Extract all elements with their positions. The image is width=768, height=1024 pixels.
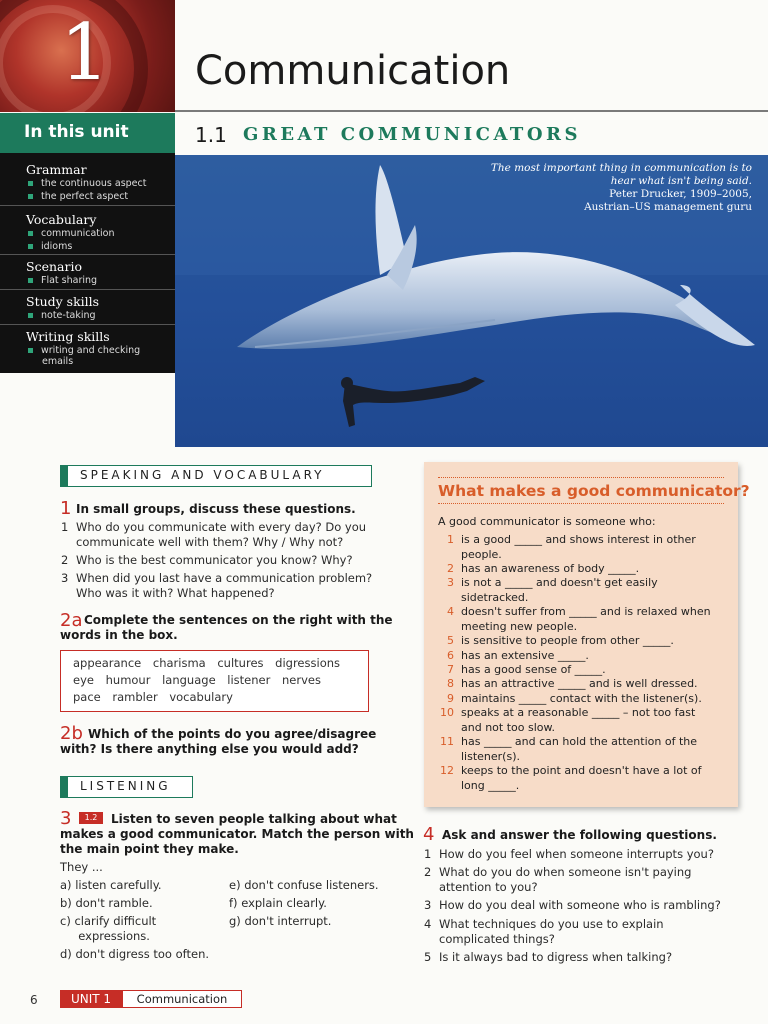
sidebar-section-title: Scenario (26, 259, 82, 274)
option-item: d) don't digress too often. (60, 947, 210, 961)
word-box (60, 650, 369, 712)
panel-item: doesn't suffer from _____ and is relaxed when meeting new people. (461, 605, 711, 633)
sidebar-item: note-taking (28, 310, 96, 321)
list-number: 1 (424, 847, 432, 861)
panel-item-number: 1 (447, 533, 454, 546)
panel-item-number: 4 (447, 605, 454, 618)
word-box-row: pace rambler vocabulary (73, 690, 233, 704)
list-number: 3 (424, 898, 432, 912)
word-box-row: appearance charisma cultures digressions (73, 656, 341, 670)
question-instruction-cont: the main point they make. (60, 842, 239, 856)
question-number: 3 (60, 808, 72, 829)
panel-item: is not a _____ and doesn't get easily sidetracked. (461, 576, 658, 604)
question-number: 2b (60, 723, 83, 744)
question-instruction-cont: with? Is there anything else you would add? (60, 742, 359, 756)
quote-author: Peter Drucker, 1909–2005, Austrian–US management guru (584, 188, 752, 213)
sidebar-section-vocabulary (0, 206, 175, 255)
list-number: 1 (61, 520, 69, 534)
sidebar-item: Flat sharing (28, 275, 97, 286)
in-this-unit-label: In this unit (24, 122, 129, 142)
sidebar-section-title: Writing skills (26, 329, 110, 344)
list-item: Is it always bad to digress when talking? (439, 950, 673, 964)
bullet-icon (28, 231, 33, 236)
panel-item: has an awareness of body _____. (461, 562, 640, 575)
footer-unit-name: Communication (122, 990, 242, 1008)
bullet-icon (28, 244, 33, 249)
question-instruction: Listen to seven people talking about what (111, 812, 397, 826)
listening-heading: LISTENING (60, 776, 193, 798)
panel-item: maintains _____ contact with the listener(s). (461, 692, 702, 705)
lead-text: They ... (60, 860, 103, 874)
audio-track-badge[interactable]: 1.2 (79, 812, 103, 824)
section-number: 1.1 (195, 123, 227, 147)
bullet-icon (28, 313, 33, 318)
panel-item: has an extensive _____. (461, 649, 589, 662)
question-instruction-cont: words in the box. (60, 628, 178, 642)
sidebar-item: writing and checking (28, 345, 140, 356)
list-item: Who do you communicate with every day? Do you communicate well with them? Why / Why not? (76, 520, 367, 549)
word-box-row: eye humour language listener nerves (73, 673, 321, 687)
list-number: 4 (424, 917, 432, 931)
panel-item-number: 5 (447, 634, 454, 647)
question-number: 4 (423, 824, 435, 845)
list-item: What techniques do you use to explain complicated things? (439, 917, 664, 946)
panel-item-number: 9 (447, 692, 454, 705)
panel-dotted-rule (438, 503, 724, 504)
option-item: e) don't confuse listeners. (229, 878, 379, 892)
panel-item-number: 10 (440, 706, 454, 719)
question-instruction-cont: makes a good communicator. Match the person with (60, 827, 414, 841)
header-divider (175, 110, 768, 112)
page-number: 6 (30, 993, 38, 1007)
chapter-title: Communication (195, 48, 511, 94)
panel-item: keeps to the point and doesn't have a lot of long _____. (461, 764, 702, 792)
option-item: g) don't interrupt. (229, 914, 332, 928)
in-this-unit-heading (0, 113, 175, 153)
sidebar-section-writing-skills (0, 325, 175, 373)
option-item: b) don't ramble. (60, 896, 153, 910)
sidebar-section-scenario (0, 255, 175, 290)
panel-item-number: 8 (447, 677, 454, 690)
sidebar-section-title: Vocabulary (26, 212, 97, 227)
sidebar-item: the perfect aspect (28, 191, 128, 202)
list-item: What do you do when someone isn't paying attention to you? (439, 865, 692, 894)
panel-item: is a good _____ and shows interest in other people. (461, 533, 696, 561)
panel-intro: A good communicator is someone who: (438, 515, 656, 528)
panel-item: has _____ and can hold the attention of the listener(s). (461, 735, 697, 763)
option-list-left (60, 878, 209, 962)
section-title: GREAT COMMUNICATORS (243, 124, 581, 145)
list-number: 2 (61, 553, 69, 567)
panel-item-number: 3 (447, 576, 454, 589)
list-number: 2 (424, 865, 432, 879)
unit-contents-sidebar (0, 153, 175, 373)
sidebar-item: idioms (28, 241, 72, 252)
sidebar-section-study-skills (0, 290, 175, 325)
panel-item-number: 11 (440, 735, 454, 748)
option-item: expressions. (60, 929, 150, 943)
panel-item: speaks at a reasonable _____ – not too fast and not too slow. (461, 706, 696, 734)
list-item: When did you last have a communication problem? Who was it with? What happened? (76, 571, 373, 600)
panel-item: is sensitive to people from other _____. (461, 634, 674, 647)
option-item: a) listen carefully. (60, 878, 162, 892)
question-number: 1 (60, 498, 72, 519)
question-instruction: In small groups, discuss these questions. (76, 502, 356, 516)
list-item: Who is the best communicator you know? Why? (76, 553, 353, 567)
bullet-icon (28, 194, 33, 199)
question-instruction: Complete the sentences on the right with the (84, 613, 393, 627)
option-item: c) clarify difficult (60, 914, 157, 928)
panel-item-number: 6 (447, 649, 454, 662)
sidebar-item-continued: emails (42, 356, 74, 367)
panel-item-number: 12 (440, 764, 454, 777)
bullet-icon (28, 278, 33, 283)
question-instruction: Ask and answer the following questions. (442, 828, 717, 842)
panel-dotted-rule (438, 477, 724, 478)
speaking-vocabulary-heading: SPEAKING AND VOCABULARY (60, 465, 372, 487)
bullet-icon (28, 181, 33, 186)
panel-item-number: 2 (447, 562, 454, 575)
footer-unit-label: UNIT 1 (60, 990, 122, 1008)
list-item: How do you feel when someone interrupts you? (439, 847, 714, 861)
sidebar-section-title: Grammar (26, 162, 87, 177)
option-item: f) explain clearly. (229, 896, 327, 910)
photo-quote: The most important thing in communication is to hear what isn't being said. (490, 162, 752, 187)
unit-number: 1 (60, 8, 110, 98)
question-number: 2a (60, 610, 83, 631)
sidebar-section-grammar (0, 153, 175, 206)
list-item: How do you deal with someone who is rambling? (439, 898, 721, 912)
sidebar-item: the continuous aspect (28, 178, 146, 189)
panel-item-number: 7 (447, 663, 454, 676)
question-instruction: Which of the points do you agree/disagree (88, 727, 377, 741)
list-number: 3 (61, 571, 69, 585)
sidebar-section-title: Study skills (26, 294, 100, 309)
panel-item: has an attractive _____ and is well dressed. (461, 677, 698, 690)
list-number: 5 (424, 950, 432, 964)
sidebar-item: communication (28, 228, 114, 239)
bullet-icon (28, 348, 33, 353)
option-list-right (229, 878, 379, 929)
panel-title: What makes a good communicator? (438, 482, 750, 500)
panel-item: has a good sense of _____. (461, 663, 606, 676)
